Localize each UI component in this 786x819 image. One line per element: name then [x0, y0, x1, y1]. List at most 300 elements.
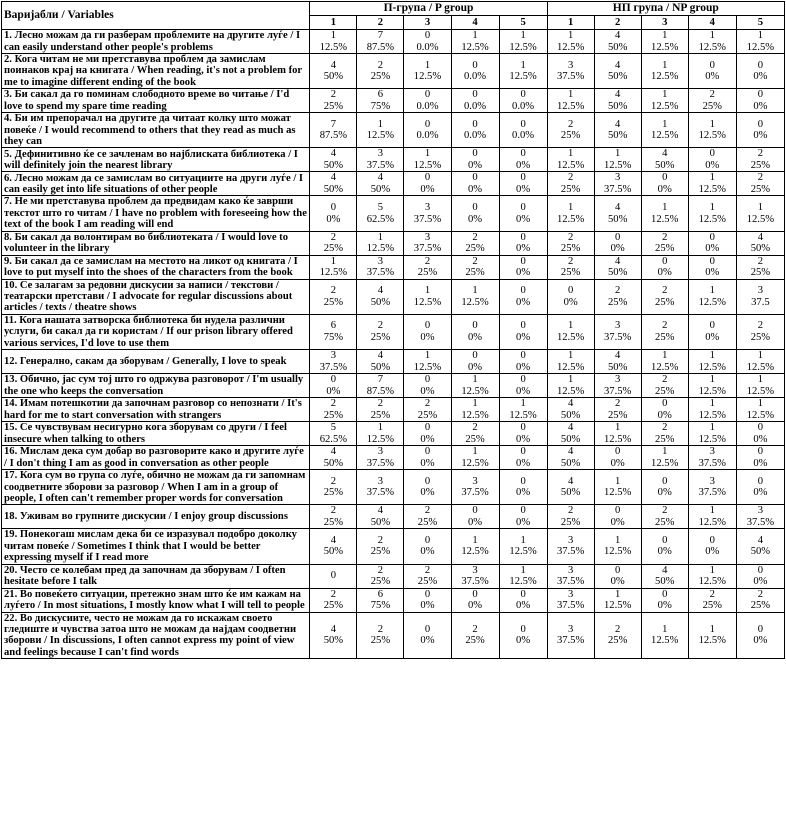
table-row	[2, 113, 785, 148]
count-value: 1	[424, 350, 431, 362]
percent-value: 12.5%	[698, 433, 726, 445]
p-cell	[499, 172, 547, 196]
percent-value: 50%	[323, 546, 344, 558]
count-value: 4	[757, 231, 764, 243]
percent-value: 0%	[610, 516, 625, 528]
p-cell	[404, 422, 451, 446]
percent-value: 12.5%	[698, 409, 726, 421]
np-cell	[736, 350, 784, 374]
p-cell	[451, 255, 499, 279]
percent-value: 37.5%	[698, 457, 726, 469]
count-value: 0	[472, 172, 478, 184]
count-value: 0	[424, 475, 431, 487]
count-value: 0	[330, 570, 337, 582]
count-value: 1	[757, 398, 764, 410]
p-cell	[404, 446, 451, 470]
p-cell	[404, 588, 451, 612]
variable-label: 15. Се чувствувам несигурно кога зборувам со други / I feel insecure when talking to others	[2, 422, 310, 446]
percent-value: 0%	[705, 331, 720, 343]
percent-value: 12.5%	[603, 487, 632, 499]
variable-label: 12. Генерално, сакам да зборувам / Generally, I love to speak	[2, 350, 310, 374]
percent-value: 12.5%	[651, 213, 679, 225]
percent-value: 50%	[560, 409, 581, 421]
np-cell	[641, 374, 688, 398]
count-value: 0	[662, 172, 668, 184]
np-cell	[688, 279, 736, 314]
count-value: 2	[567, 118, 574, 130]
percent-value: 0%	[420, 635, 435, 647]
p-cell	[310, 279, 357, 314]
np-col-3: 3	[641, 16, 688, 30]
p-cell	[451, 588, 499, 612]
p-cell	[499, 374, 547, 398]
np-cell	[547, 374, 594, 398]
table-row	[2, 529, 785, 564]
p-cell	[404, 398, 451, 422]
np-cell	[688, 30, 736, 54]
count-value: 0	[520, 118, 526, 130]
percent-value: 0%	[563, 296, 578, 308]
percent-value: 0%	[420, 183, 435, 195]
count-value: 1	[472, 398, 478, 410]
p-cell	[357, 505, 404, 529]
count-value: 0	[520, 320, 526, 332]
np-group-header: НП група / NP group	[547, 2, 784, 16]
count-value: 1	[472, 446, 478, 458]
p-col-5: 5	[499, 16, 547, 30]
p-cell	[357, 30, 404, 54]
percent-value: 12.5%	[651, 457, 679, 469]
table-row	[2, 172, 785, 196]
table-row	[2, 314, 785, 349]
table-row	[2, 196, 785, 231]
count-value: 3	[424, 202, 431, 214]
percent-value: 25%	[323, 243, 344, 255]
count-value: 0	[615, 231, 621, 243]
p-cell	[357, 172, 404, 196]
percent-value: 0%	[516, 213, 531, 225]
count-value: 0	[709, 148, 715, 160]
percent-value: 0%	[516, 385, 531, 397]
count-value: 3	[567, 534, 574, 546]
percent-value: 0%	[420, 331, 435, 343]
count-value: 0	[472, 588, 478, 600]
np-cell	[641, 588, 688, 612]
percent-value: 25%	[560, 243, 581, 255]
count-value: 2	[709, 588, 715, 600]
np-cell	[688, 505, 736, 529]
percent-value: 50%	[323, 71, 344, 83]
percent-value: 0%	[326, 213, 341, 225]
count-value: 2	[472, 255, 478, 267]
np-cell	[688, 148, 736, 172]
np-cell	[736, 231, 784, 255]
p-col-2: 2	[357, 16, 404, 30]
count-value: 1	[472, 285, 478, 297]
np-cell	[736, 255, 784, 279]
np-cell	[594, 231, 641, 255]
percent-value: 0%	[420, 600, 435, 612]
count-value: 4	[330, 148, 337, 160]
percent-value: 25%	[607, 409, 628, 421]
count-value: 1	[662, 118, 668, 130]
percent-value: 12.5%	[698, 296, 726, 308]
count-value: 2	[330, 398, 337, 410]
count-value: 4	[615, 59, 621, 71]
count-value: 1	[615, 422, 621, 434]
percent-value: 25%	[417, 576, 438, 588]
p-cell	[404, 196, 451, 231]
p-cell	[499, 255, 547, 279]
np-cell	[688, 113, 736, 148]
percent-value: 25%	[655, 433, 675, 445]
count-value: 1	[709, 172, 715, 184]
count-value: 3	[377, 255, 384, 267]
np-cell	[736, 564, 784, 588]
count-value: 2	[567, 505, 574, 517]
p-cell	[310, 172, 357, 196]
count-value: 0	[615, 505, 621, 517]
percent-value: 12.5%	[556, 41, 585, 53]
table-row	[2, 30, 785, 54]
percent-value: 37.5	[751, 296, 770, 308]
np-cell	[547, 172, 594, 196]
p-cell	[451, 89, 499, 113]
np-cell	[547, 446, 594, 470]
np-cell	[547, 470, 594, 505]
np-cell	[688, 588, 736, 612]
np-cell	[594, 172, 641, 196]
p-cell	[499, 446, 547, 470]
np-cell	[736, 148, 784, 172]
count-value: 2	[424, 505, 431, 517]
p-cell	[357, 374, 404, 398]
count-value: 2	[615, 285, 621, 297]
count-value: 0	[424, 89, 431, 101]
percent-value: 12.5%	[746, 41, 775, 53]
percent-value: 12.5%	[746, 213, 775, 225]
count-value: 7	[377, 374, 384, 386]
count-value: 2	[377, 623, 384, 635]
percent-value: 12.5%	[413, 71, 442, 83]
percent-value: 0%	[705, 267, 720, 279]
count-value: 4	[567, 398, 574, 410]
np-cell	[547, 588, 594, 612]
p-cell	[451, 529, 499, 564]
np-cell	[594, 564, 641, 588]
percent-value: 25%	[750, 600, 771, 612]
p-cell	[310, 350, 357, 374]
percent-value: 0%	[420, 546, 435, 558]
count-value: 1	[662, 89, 668, 101]
count-value: 2	[662, 231, 668, 243]
p-cell	[499, 196, 547, 231]
percent-value: 25%	[465, 267, 485, 279]
np-cell	[736, 172, 784, 196]
p-col-4: 4	[451, 16, 499, 30]
percent-value: 50%	[750, 546, 771, 558]
count-value: 2	[330, 505, 337, 517]
count-value: 3	[424, 231, 431, 243]
percent-value: 12.5%	[698, 361, 726, 373]
p-cell	[404, 30, 451, 54]
count-value: 1	[662, 446, 668, 458]
percent-value: 0%	[610, 457, 625, 469]
np-cell	[641, 172, 688, 196]
np-cell	[594, 588, 641, 612]
np-cell	[641, 255, 688, 279]
count-value: 1	[615, 475, 621, 487]
count-value: 3	[567, 59, 574, 71]
percent-value: 50%	[370, 296, 391, 308]
count-value: 1	[709, 398, 715, 410]
p-cell	[357, 446, 404, 470]
percent-value: 25%	[417, 267, 438, 279]
count-value: 2	[377, 564, 384, 576]
count-value: 1	[757, 202, 764, 214]
percent-value: 75%	[370, 600, 391, 612]
p-cell	[404, 255, 451, 279]
p-cell	[310, 314, 357, 349]
count-value: 1	[567, 202, 574, 214]
count-value: 3	[615, 320, 621, 332]
percent-value: 50%	[370, 183, 391, 195]
count-value: 7	[330, 118, 337, 130]
count-value: 1	[520, 534, 526, 546]
np-cell	[547, 529, 594, 564]
percent-value: 0%	[467, 331, 483, 343]
p-cell	[499, 350, 547, 374]
np-cell	[688, 446, 736, 470]
variable-label: 10. Се залагам за редовни дискусии за написи / текстови / театарски претстави / I advocate for regular discussions about articles / texts / theatre shows	[2, 279, 310, 314]
p-cell	[357, 564, 404, 588]
percent-value: 12.5%	[651, 635, 679, 647]
count-value: 0	[757, 475, 764, 487]
p-cell	[499, 612, 547, 659]
percent-value: 25%	[655, 516, 675, 528]
p-cell	[310, 612, 357, 659]
count-value: 0	[662, 588, 668, 600]
percent-value: 50%	[560, 433, 581, 445]
np-cell	[547, 54, 594, 89]
p-cell	[310, 529, 357, 564]
p-cell	[357, 612, 404, 659]
np-cell	[688, 54, 736, 89]
percent-value: 75%	[323, 331, 344, 343]
percent-value: 0%	[516, 243, 531, 255]
count-value: 4	[330, 59, 337, 71]
percent-value: 0%	[516, 516, 531, 528]
count-value: 1	[757, 350, 764, 362]
p-cell	[357, 529, 404, 564]
percent-value: 12.5%	[366, 433, 395, 445]
count-value: 4	[567, 422, 574, 434]
percent-value: 37.5%	[603, 331, 632, 343]
percent-value: 12.5%	[698, 130, 726, 142]
percent-value: 12.5%	[651, 71, 679, 83]
percent-value: 12.5%	[556, 361, 585, 373]
percent-value: 25%	[655, 385, 675, 397]
count-value: 1	[472, 30, 478, 41]
count-value: 0	[424, 588, 431, 600]
p-cell	[357, 54, 404, 89]
count-value: 1	[424, 285, 431, 297]
np-cell	[736, 588, 784, 612]
p-cell	[451, 54, 499, 89]
count-value: 4	[615, 202, 621, 214]
p-cell	[404, 350, 451, 374]
count-value: 1	[615, 534, 621, 546]
variable-label: 1. Лесно можам да ги разберам проблемите на другите луѓе / I can easily understand other people's problems	[2, 30, 310, 54]
percent-value: 25%	[560, 130, 581, 142]
np-cell	[547, 279, 594, 314]
percent-value: 12.5%	[698, 385, 726, 397]
count-value: 0	[757, 59, 764, 71]
count-value: 1	[709, 374, 715, 386]
percent-value: 25%	[702, 100, 722, 112]
p-cell	[499, 564, 547, 588]
count-value: 0	[472, 59, 478, 71]
np-cell	[736, 529, 784, 564]
np-cell	[641, 279, 688, 314]
percent-value: 0%	[516, 433, 531, 445]
count-value: 2	[377, 398, 384, 410]
percent-value: 0%	[657, 183, 672, 195]
count-value: 0	[567, 285, 574, 297]
np-cell	[594, 529, 641, 564]
np-cell	[641, 314, 688, 349]
percent-value: 37.5%	[556, 576, 585, 588]
percent-value: 62.5%	[366, 213, 395, 225]
percent-value: 12.5%	[698, 516, 726, 528]
percent-value: 0%	[657, 600, 672, 612]
percent-value: 87.5%	[319, 130, 348, 142]
percent-value: 0%	[467, 361, 483, 373]
variable-label: 9. Би сакал да се замислам на местото на ликот од книгата / I love to put myself into the shoes of the characters from the book	[2, 255, 310, 279]
np-col-2: 2	[594, 16, 641, 30]
percent-value: 12.5%	[461, 296, 489, 308]
count-value: 1	[520, 30, 526, 41]
np-cell	[688, 470, 736, 505]
variable-label: 3. Би сакал да го поминам слободното време во читање / I'd love to spend my spare time reading	[2, 89, 310, 113]
percent-value: 12.5%	[556, 100, 585, 112]
variable-label: 4. Би им препорачал на другите да читаат колку што можат повеќе / I would recommend to others that they read as much as they can	[2, 113, 310, 148]
percent-value: 25%	[560, 516, 581, 528]
count-value: 1	[662, 202, 668, 214]
p-cell	[404, 470, 451, 505]
percent-value: 25%	[465, 243, 485, 255]
percent-value: 25%	[465, 433, 485, 445]
np-cell	[641, 231, 688, 255]
count-value: 0	[424, 446, 431, 458]
count-value: 4	[615, 89, 621, 101]
table-row	[2, 374, 785, 398]
count-value: 2	[757, 148, 764, 160]
percent-value: 0.0%	[416, 130, 439, 142]
count-value: 1	[662, 59, 668, 71]
np-cell	[641, 529, 688, 564]
np-cell	[688, 255, 736, 279]
percent-value: 37.5%	[556, 546, 585, 558]
np-cell	[688, 89, 736, 113]
p-cell	[451, 374, 499, 398]
p-cell	[357, 314, 404, 349]
p-cell	[451, 446, 499, 470]
count-value: 3	[615, 374, 621, 386]
count-value: 0	[520, 505, 526, 517]
variables-header: Варијабли / Variables	[2, 2, 310, 30]
np-cell	[547, 350, 594, 374]
count-value: 1	[520, 398, 526, 410]
percent-value: 12.5%	[413, 159, 442, 171]
percent-value: 0%	[657, 409, 672, 421]
np-cell	[736, 470, 784, 505]
np-cell	[641, 505, 688, 529]
percent-value: 25%	[370, 71, 391, 83]
count-value: 2	[424, 255, 431, 267]
percent-value: 12.5%	[651, 41, 679, 53]
percent-value: 25%	[323, 296, 344, 308]
table-row	[2, 148, 785, 172]
count-value: 2	[615, 398, 621, 410]
count-value: 0	[424, 374, 431, 386]
p-cell	[499, 314, 547, 349]
variable-label: 7. Не ми претставува проблем да предвидам како ќе заврши текстот што го читам / I have no problem with foreseeing how the text of the book I am reading will end	[2, 196, 310, 231]
percent-value: 0%	[467, 516, 483, 528]
count-value: 3	[615, 172, 621, 184]
percent-value: 0%	[516, 296, 531, 308]
percent-value: 37.5%	[746, 516, 775, 528]
percent-value: 25%	[750, 267, 771, 279]
percent-value: 50%	[607, 130, 628, 142]
p-cell	[357, 89, 404, 113]
np-cell	[641, 89, 688, 113]
np-cell	[736, 612, 784, 659]
np-cell	[736, 54, 784, 89]
count-value: 0	[709, 320, 715, 332]
count-value: 1	[662, 30, 668, 41]
count-value: 1	[520, 564, 526, 576]
percent-value: 0%	[705, 243, 720, 255]
p-cell	[357, 470, 404, 505]
percent-value: 12.5%	[366, 130, 395, 142]
count-value: 4	[377, 172, 384, 184]
np-cell	[594, 314, 641, 349]
percent-value: 50%	[655, 576, 675, 588]
percent-value: 0%	[326, 385, 341, 397]
count-value: 0	[662, 534, 668, 546]
percent-value: 12.5%	[461, 409, 489, 421]
p-cell	[451, 314, 499, 349]
percent-value: 50%	[655, 159, 675, 171]
percent-value: 0%	[467, 600, 483, 612]
count-value: 2	[567, 172, 574, 184]
np-cell	[688, 564, 736, 588]
count-value: 0	[520, 446, 526, 458]
percent-value: 25%	[370, 409, 391, 421]
percent-value: 0.0%	[464, 130, 487, 142]
count-value: 4	[377, 350, 384, 362]
count-value: 1	[662, 350, 668, 362]
percent-value: 25%	[465, 635, 485, 647]
p-col-1: 1	[310, 16, 357, 30]
percent-value: 87.5%	[366, 385, 395, 397]
count-value: 0	[520, 89, 526, 101]
percent-value: 50%	[607, 71, 628, 83]
count-value: 2	[662, 320, 668, 332]
p-cell	[499, 89, 547, 113]
count-value: 0	[709, 231, 715, 243]
